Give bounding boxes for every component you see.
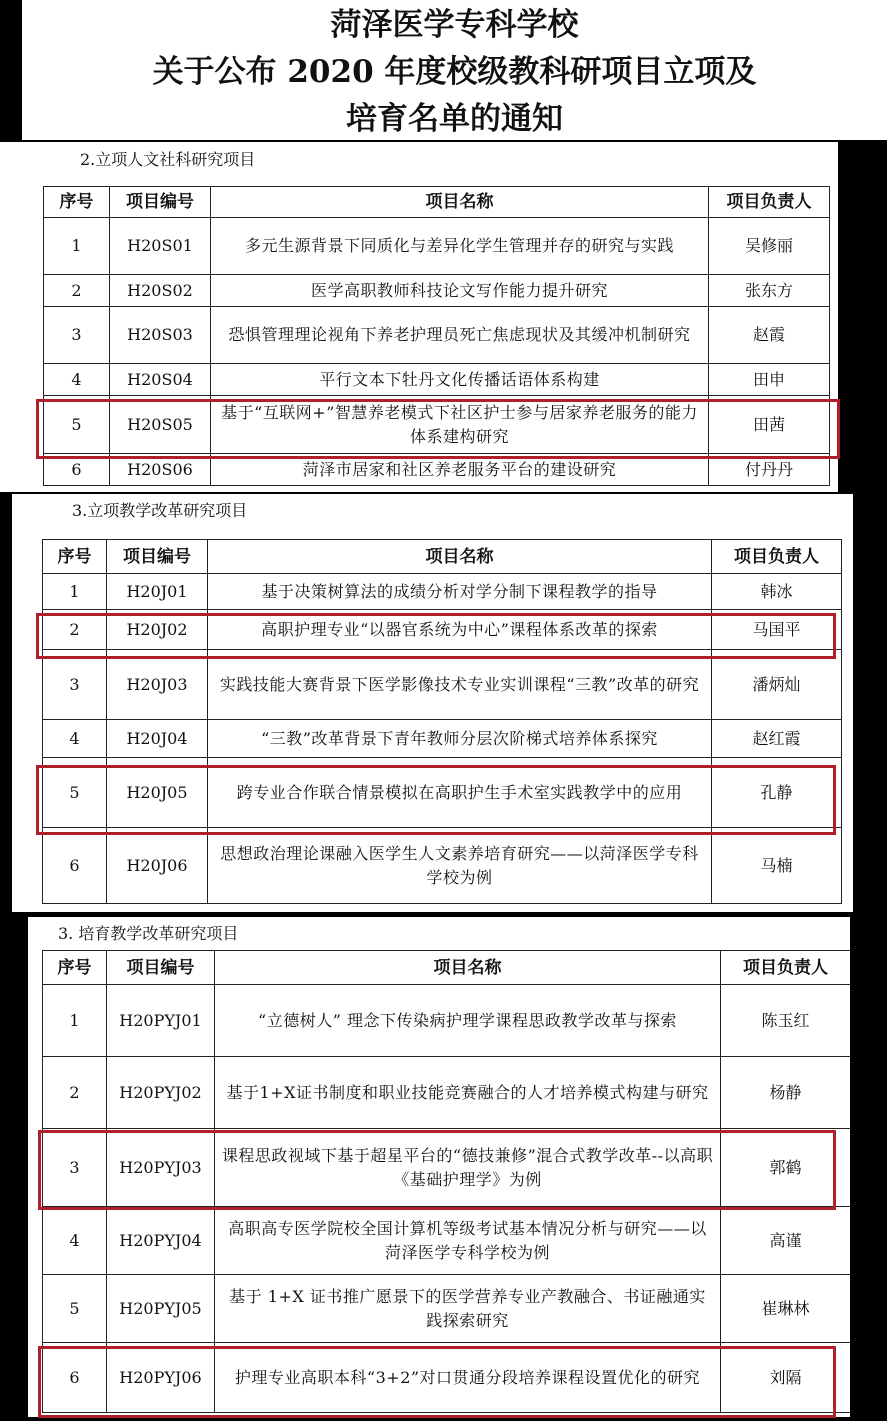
cell-name: 实践技能大赛背景下医学影像技术专业实训课程“三教”改革的研究	[208, 650, 712, 720]
table-row	[44, 307, 830, 364]
cell-code: H20S01	[110, 218, 211, 275]
cell-leader: 崔琳林	[721, 1275, 851, 1343]
cell-no: 6	[44, 454, 110, 486]
header-leader: 项目负责人	[709, 187, 830, 218]
table-row	[43, 1207, 851, 1275]
table-row	[43, 1129, 851, 1207]
cell-no: 2	[43, 610, 107, 650]
section-title: 3. 培育教学改革研究项目	[58, 924, 239, 943]
table-row	[44, 364, 830, 396]
cell-code: H20PYJ05	[107, 1275, 215, 1343]
header-no: 序号	[44, 187, 110, 218]
header-code: 项目编号	[107, 540, 208, 574]
cell-no: 3	[44, 307, 110, 364]
cell-code: H20S02	[110, 275, 211, 307]
cell-name: 基于“互联网+”智慧养老模式下社区护士参与居家养老服务的能力体系建构研究	[211, 396, 709, 454]
cell-no: 5	[43, 1275, 107, 1343]
header-row	[44, 187, 830, 218]
section-cultivation	[28, 917, 850, 1417]
cell-no: 4	[43, 720, 107, 758]
cell-name: 菏泽市居家和社区养老服务平台的建设研究	[211, 454, 709, 486]
cell-name: 跨专业合作联合情景模拟在高职护生手术室实践教学中的应用	[208, 758, 712, 828]
cell-code: H20PYJ02	[107, 1057, 215, 1129]
cell-name: 基于 1+X 证书推广愿景下的医学营养专业产教融合、书证融通实践探索研究	[215, 1275, 721, 1343]
cell-no: 6	[43, 1343, 107, 1413]
cell-code: H20PYJ03	[107, 1129, 215, 1207]
table-row	[44, 396, 830, 454]
cell-no: 2	[43, 1057, 107, 1129]
cell-code: H20J03	[107, 650, 208, 720]
table-row	[44, 454, 830, 486]
table-row	[43, 1057, 851, 1129]
cell-leader: 张东方	[709, 275, 830, 307]
title-line-2: 关于公布 2020 年度校级教科研项目立项及	[152, 54, 757, 90]
table-row	[44, 218, 830, 275]
cell-name: 护理专业高职本科“3+2”对口贯通分段培养课程设置优化的研究	[215, 1343, 721, 1413]
project-table	[42, 950, 850, 1413]
cell-no: 1	[43, 574, 107, 610]
cell-leader: 马国平	[712, 610, 842, 650]
cell-name: “立德树人” 理念下传染病护理学课程思政教学改革与探索	[215, 985, 721, 1057]
table-row	[44, 275, 830, 307]
cell-code: H20S04	[110, 364, 211, 396]
cell-no: 2	[44, 275, 110, 307]
header-leader: 项目负责人	[712, 540, 842, 574]
table-row	[43, 610, 842, 650]
header-row	[43, 540, 842, 574]
header-name: 项目名称	[215, 951, 721, 985]
cell-name: “三教”改革背景下青年教师分层次阶梯式培养体系探究	[208, 720, 712, 758]
cell-leader: 高谨	[721, 1207, 851, 1275]
table-row	[43, 720, 842, 758]
cell-no: 6	[43, 828, 107, 904]
cell-leader: 付丹丹	[709, 454, 830, 486]
table-row	[43, 650, 842, 720]
cell-code: H20S05	[110, 396, 211, 454]
cell-code: H20J05	[107, 758, 208, 828]
cell-code: H20PYJ06	[107, 1343, 215, 1413]
cell-name: 思想政治理论课融入医学生人文素养培育研究——以菏泽医学专科学校为例	[208, 828, 712, 904]
cell-code: H20J04	[107, 720, 208, 758]
cell-name: 高职护理专业“以器官系统为中心”课程体系改革的探索	[208, 610, 712, 650]
header-no: 序号	[43, 540, 107, 574]
cell-no: 4	[43, 1207, 107, 1275]
cell-code: H20PYJ01	[107, 985, 215, 1057]
cell-leader: 潘炳灿	[712, 650, 842, 720]
cell-code: H20J01	[107, 574, 208, 610]
cell-no: 1	[44, 218, 110, 275]
cell-leader: 杨静	[721, 1057, 851, 1129]
cell-code: H20J06	[107, 828, 208, 904]
cell-code: H20PYJ04	[107, 1207, 215, 1275]
cell-name: 多元生源背景下同质化与差异化学生管理并存的研究与实践	[211, 218, 709, 275]
table-row	[43, 985, 851, 1057]
project-table	[42, 539, 842, 904]
table-row	[43, 1275, 851, 1343]
table-row	[43, 758, 842, 828]
cell-leader: 赵红霞	[712, 720, 842, 758]
project-table	[43, 186, 830, 486]
header-name: 项目名称	[208, 540, 712, 574]
cell-code: H20S03	[110, 307, 211, 364]
cell-code: H20S06	[110, 454, 211, 486]
section-title: 2.立项人文社科研究项目	[80, 150, 256, 169]
title-line-3: 培育名单的通知	[346, 101, 563, 137]
section-title: 3.立项教学改革研究项目	[72, 501, 248, 520]
cell-leader: 赵霞	[709, 307, 830, 364]
cell-no: 5	[44, 396, 110, 454]
cell-name: 平行文本下牡丹文化传播话语体系构建	[211, 364, 709, 396]
cell-no: 3	[43, 1129, 107, 1207]
cell-leader: 田茜	[709, 396, 830, 454]
cell-name: 课程思政视域下基于超星平台的“德技兼修”混合式教学改革--以高职《基础护理学》为例	[215, 1129, 721, 1207]
cell-name: 基于1+X证书制度和职业技能竞赛融合的人才培养模式构建与研究	[215, 1057, 721, 1129]
document-title-block	[22, 0, 887, 140]
cell-name: 医学高职教师科技论文写作能力提升研究	[211, 275, 709, 307]
cell-leader: 孔静	[712, 758, 842, 828]
cell-leader: 陈玉红	[721, 985, 851, 1057]
cell-leader: 田申	[709, 364, 830, 396]
cell-leader: 刘隔	[721, 1343, 851, 1413]
cell-no: 1	[43, 985, 107, 1057]
header-code: 项目编号	[107, 951, 215, 985]
header-name: 项目名称	[211, 187, 709, 218]
header-code: 项目编号	[110, 187, 211, 218]
cell-no: 4	[44, 364, 110, 396]
cell-leader: 韩冰	[712, 574, 842, 610]
header-no: 序号	[43, 951, 107, 985]
table-row	[43, 828, 842, 904]
header-row	[43, 951, 851, 985]
section-humanities	[0, 142, 838, 492]
cell-no: 5	[43, 758, 107, 828]
cell-name: 高职高专医学院校全国计算机等级考试基本情况分析与研究——以菏泽医学专科学校为例	[215, 1207, 721, 1275]
cell-no: 3	[43, 650, 107, 720]
cell-name: 基于决策树算法的成绩分析对学分制下课程教学的指导	[208, 574, 712, 610]
cell-leader: 马楠	[712, 828, 842, 904]
section-teaching-reform	[12, 494, 853, 912]
title-line-1: 菏泽医学专科学校	[330, 7, 579, 43]
table-row	[43, 1343, 851, 1413]
cell-leader: 吴修丽	[709, 218, 830, 275]
header-leader: 项目负责人	[721, 951, 851, 985]
cell-code: H20J02	[107, 610, 208, 650]
cell-name: 恐惧管理理论视角下养老护理员死亡焦虑现状及其缓冲机制研究	[211, 307, 709, 364]
table-row	[43, 574, 842, 610]
cell-leader: 郭鹤	[721, 1129, 851, 1207]
